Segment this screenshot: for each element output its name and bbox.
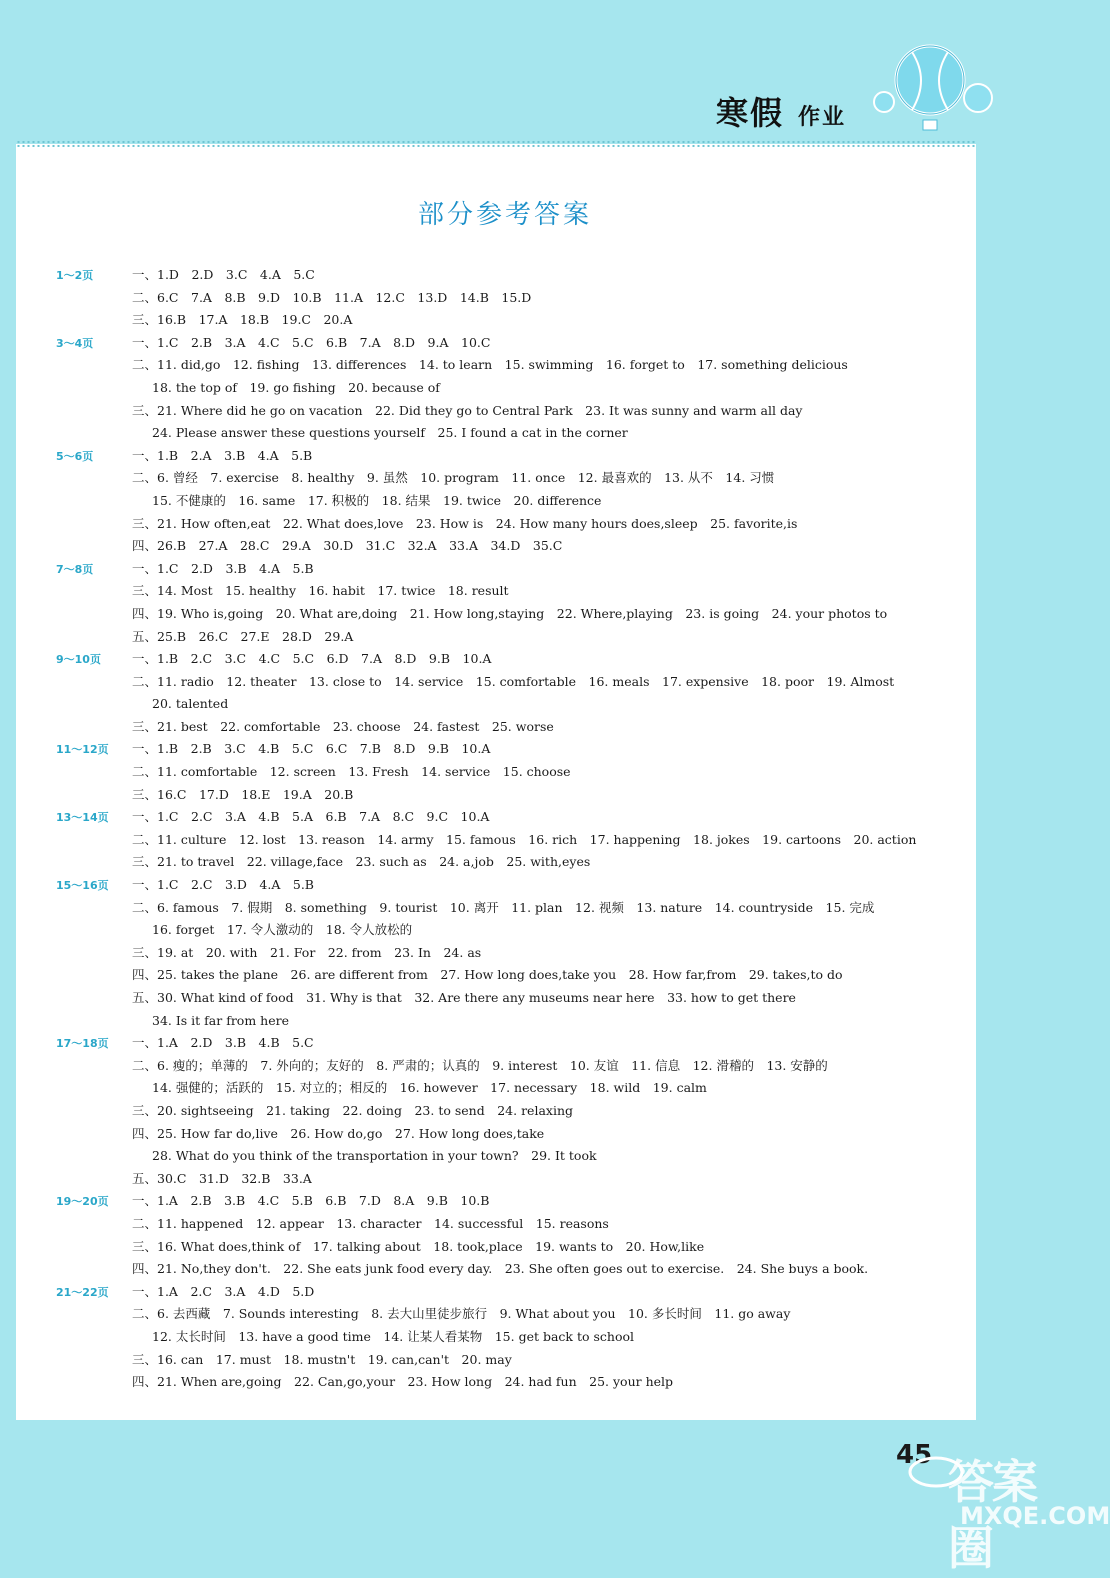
answer-line: 20. talented <box>152 696 229 712</box>
answer-line: 24. Please answer these questions yourself 25. I found a cat in the corner <box>152 425 628 441</box>
header-title-main: 寒假 <box>716 94 785 132</box>
answer-line: 二、6. 瘦的；单薄的 7. 外向的；友好的 8. 严肃的；认真的 9. interest 10. 友谊 11. 信息 12. 滑稽的 13. 安静的 <box>132 1057 828 1073</box>
answer-section <box>56 332 956 445</box>
answer-line: 二、11. culture 12. lost 13. reason 14. army 15. famous 16. rich 17. happening 18. jokes 19. cartoons 20. action <box>132 831 917 847</box>
answer-line: 二、6. 去西藏 7. Sounds interesting 8. 去大山里徒步旅行 9. What about you 10. 多长时间 11. go away <box>132 1306 791 1322</box>
answer-line: 一、1.A 2.B 3.B 4.C 5.B 6.B 7.D 8.A 9.B 10.B <box>132 1193 490 1209</box>
answer-line: 二、11. did,go 12. fishing 13. differences 14. to learn 15. swimming 16. forget to 17. something delicious <box>132 357 848 373</box>
answer-section <box>56 738 956 806</box>
answer-line: 三、16.B 17.A 18.B 19.C 20.A <box>132 312 353 328</box>
page-range-label: 9～10页 <box>56 653 101 667</box>
page-range-label: 15～16页 <box>56 879 109 893</box>
answer-line: 三、20. sightseeing 21. taking 22. doing 23. to send 24. relaxing <box>132 1102 573 1118</box>
answer-line: 15. 不健康的 16. same 17. 积极的 18. 结果 19. twice 20. difference <box>152 492 602 508</box>
answer-line: 三、16.C 17.D 18.E 19.A 20.B <box>132 786 354 802</box>
answer-line: 四、26.B 27.A 28.C 29.A 30.D 31.C 32.A 33.A 34.D 35.C <box>132 538 563 554</box>
answer-lines <box>132 1190 956 1280</box>
answer-line: 三、21. How often,eat 22. What does,love 23. How is 24. How many hours does,sleep 25. favorite,is <box>132 515 798 531</box>
page-range-label: 19～20页 <box>56 1195 109 1209</box>
answer-line: 一、1.D 2.D 3.C 4.A 5.C <box>132 267 315 282</box>
answer-line: 一、1.A 2.C 3.A 4.D 5.D <box>132 1283 315 1299</box>
answer-lines <box>132 874 956 1032</box>
answer-line: 一、1.B 2.C 3.C 4.C 5.C 6.D 7.A 8.D 9.B 10.A <box>132 651 492 667</box>
answer-lines <box>132 1281 956 1394</box>
answer-lines <box>132 264 956 332</box>
answer-line: 四、21. No,they don't. 22. She eats junk food every day. 23. She often goes out to exercise. 24. She buys a book. <box>132 1261 869 1277</box>
answer-line: 五、25.B 26.C 27.E 28.D 29.A <box>132 628 354 644</box>
answer-line: 12. 太长时间 13. have a good time 14. 让某人看某物 15. get back to school <box>152 1328 635 1344</box>
header-title-sub: 作业 <box>798 105 847 130</box>
answer-section <box>56 558 956 648</box>
answer-line: 一、1.C 2.D 3.B 4.A 5.B <box>132 560 314 576</box>
answer-line: 三、21. to travel 22. village,face 23. such as 24. a,job 25. with,eyes <box>132 854 591 870</box>
answer-line: 二、6.C 7.A 8.B 9.D 10.B 11.A 12.C 13.D 14.B 15.D <box>132 289 532 305</box>
answer-line: 18. the top of 19. go fishing 20. because of <box>152 379 440 395</box>
watermark-url: MXQE.COM <box>960 1502 1110 1530</box>
answer-line: 三、16. What does,think of 17. talking about 18. took,place 19. wants to 20. How,like <box>132 1238 705 1254</box>
page-range-label: 17～18页 <box>56 1037 109 1051</box>
page-range-label: 1～2页 <box>56 269 94 282</box>
answer-line: 二、6. famous 7. 假期 8. something 9. tourist 10. 离开 11. plan 12. 视频 13. nature 14. countryside 15. 完成 <box>132 899 875 915</box>
answer-line: 三、16. can 17. must 18. mustn't 19. can,can't 20. may <box>132 1351 512 1367</box>
answer-line: 三、14. Most 15. healthy 16. habit 17. twice 18. result <box>132 583 509 599</box>
answer-line: 二、6. 曾经 7. exercise 8. healthy 9. 虽然 10. program 11. once 12. 最喜欢的 13. 从不 14. 习惯 <box>132 470 775 486</box>
answer-section <box>56 1190 956 1280</box>
answer-line: 三、21. Where did he go on vacation 22. Did they go to Central Park 23. It was sunny and warm all day <box>132 402 803 418</box>
answer-section <box>56 648 956 738</box>
answer-line: 一、1.B 2.B 3.C 4.B 5.C 6.C 7.B 8.D 9.B 10.A <box>132 741 491 757</box>
header-dotted-border <box>16 140 976 148</box>
page-range-label: 7～8页 <box>56 562 94 576</box>
page-range-label: 13～14页 <box>56 811 109 825</box>
answer-line: 四、25. takes the plane 26. are different from 27. How long does,take you 28. How far,from 29. takes,to do <box>132 967 843 983</box>
watermark-text: 答案圈 <box>948 1455 1036 1575</box>
answer-line: 28. What do you think of the transportation in your town? 29. It took <box>152 1148 597 1164</box>
answer-section <box>56 874 956 1032</box>
answer-lines <box>132 332 956 445</box>
answer-line: 四、19. Who is,going 20. What are,doing 21. How long,staying 22. Where,playing 23. is going 24. your photos to <box>132 605 888 621</box>
answer-lines <box>132 738 956 806</box>
answer-lines <box>132 648 956 738</box>
header-title <box>716 88 846 134</box>
answer-lines <box>132 806 956 874</box>
hot-air-balloon-icon <box>860 40 1000 140</box>
answer-line: 二、11. radio 12. theater 13. close to 14. service 15. comfortable 16. meals 17. expensive 18. poor 19. Almost <box>132 673 895 689</box>
document-title: 部分参考答案 <box>417 200 592 230</box>
answer-line: 二、11. comfortable 12. screen 13. Fresh 14. service 15. choose <box>132 764 571 780</box>
answer-lines <box>132 1032 956 1190</box>
answer-line: 一、1.C 2.B 3.A 4.C 5.C 6.B 7.A 8.D 9.A 10.C <box>132 334 491 350</box>
answer-line: 四、21. When are,going 22. Can,go,your 23. How long 24. had fun 25. your help <box>132 1374 674 1390</box>
answer-section <box>56 1281 956 1394</box>
answer-line: 14. 强健的；活跃的 15. 对立的；相反的 16. however 17. necessary 18. wild 19. calm <box>152 1080 707 1096</box>
answer-sections <box>56 264 956 1394</box>
page-number: 45 <box>896 1440 933 1470</box>
answer-line: 五、30.C 31.D 32.B 33.A <box>132 1170 312 1186</box>
page-range-label: 11～12页 <box>56 743 109 757</box>
answer-section <box>56 445 956 558</box>
answer-line: 34. Is it far from here <box>152 1012 289 1028</box>
answer-line: 16. forget 17. 令人激动的 18. 令人放松的 <box>152 922 413 938</box>
answer-section <box>56 264 956 332</box>
answer-line: 四、25. How far do,live 26. How do,go 27. How long does,take <box>132 1125 545 1141</box>
answer-section <box>56 806 956 874</box>
answer-line: 一、1.C 2.C 3.A 4.B 5.A 6.B 7.A 8.C 9.C 10.A <box>132 809 490 825</box>
page-range-label: 5～6页 <box>56 449 94 463</box>
answer-line: 三、21. best 22. comfortable 23. choose 24. fastest 25. worse <box>132 718 554 734</box>
answer-section <box>56 1032 956 1190</box>
answer-lines <box>132 558 956 648</box>
answer-lines <box>132 445 956 558</box>
page-range-label: 21～22页 <box>56 1285 109 1299</box>
answer-line: 一、1.B 2.A 3.B 4.A 5.B <box>132 447 313 463</box>
page-range-label: 3～4页 <box>56 336 94 350</box>
answer-line: 三、19. at 20. with 21. For 22. from 23. In 24. as <box>132 944 482 960</box>
answer-line: 五、30. What kind of food 31. Why is that 32. Are there any museums near here 33. how to get there <box>132 990 796 1005</box>
answer-line: 二、11. happened 12. appear 13. character 14. successful 15. reasons <box>132 1215 609 1231</box>
answer-line: 一、1.A 2.D 3.B 4.B 5.C <box>132 1035 314 1051</box>
answer-line: 一、1.C 2.C 3.D 4.A 5.B <box>132 877 314 893</box>
